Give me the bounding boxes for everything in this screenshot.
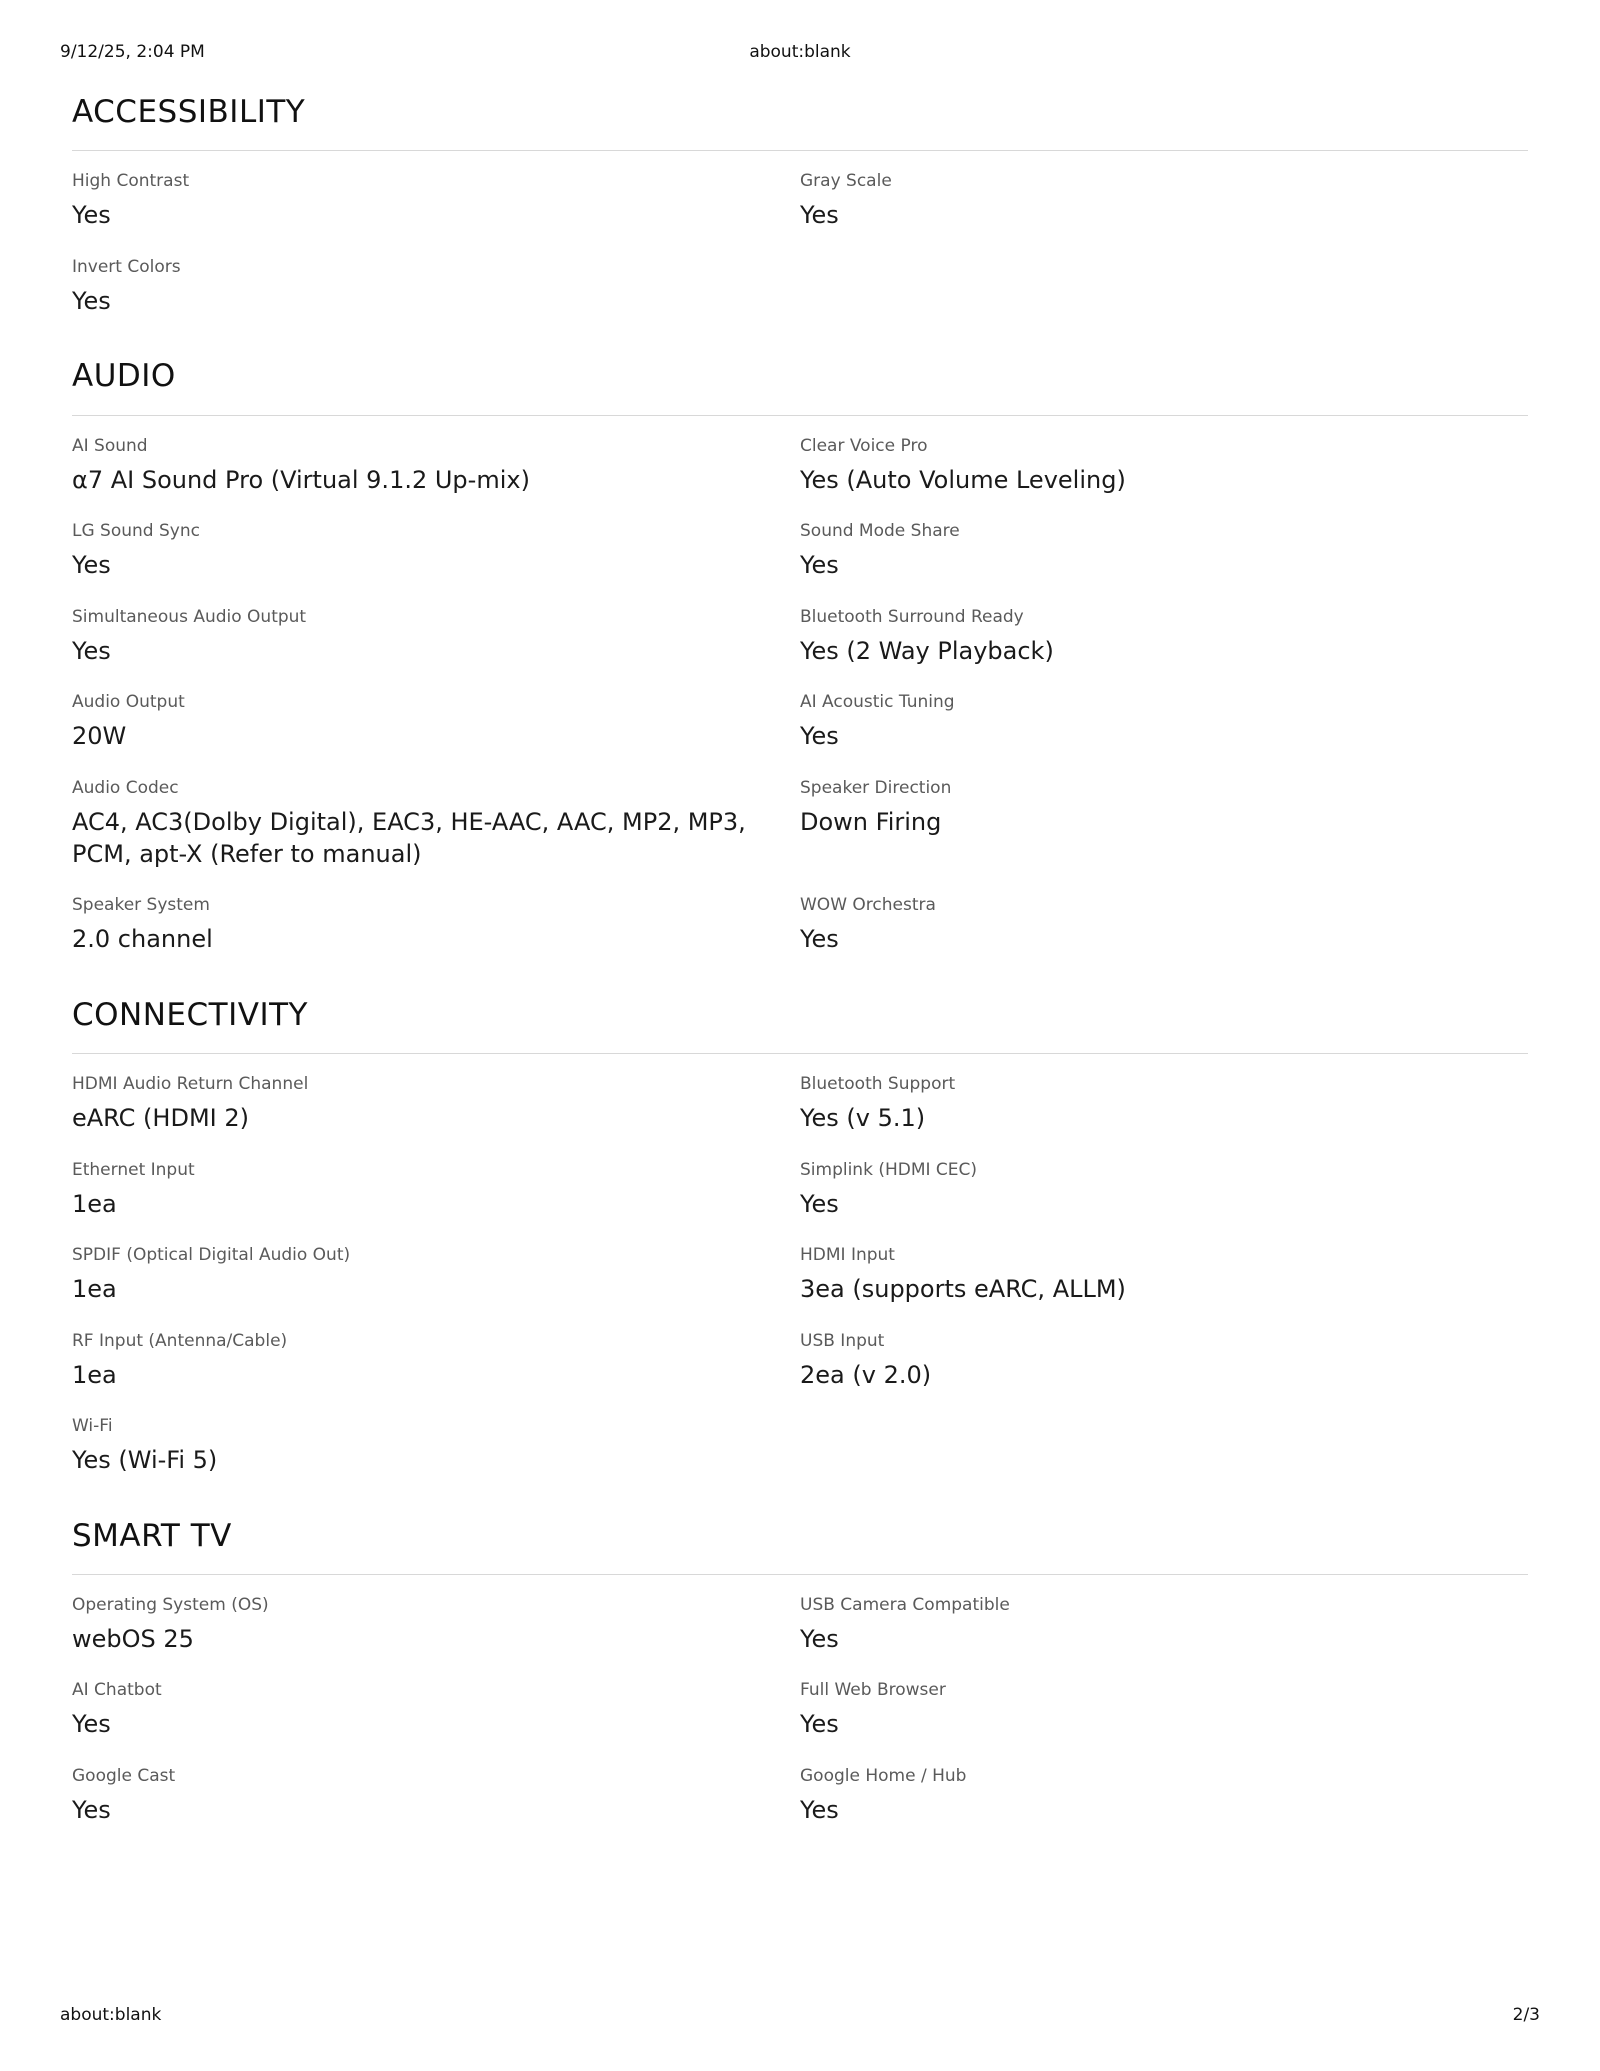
spec-item: [72, 1402, 800, 1487]
spec-label: USB Input: [800, 1330, 885, 1351]
spec-label: Simplink (HDMI CEC): [800, 1159, 978, 1180]
spec-item: [72, 1146, 800, 1231]
spec-item: [72, 1231, 800, 1316]
spec-value: Yes: [800, 1710, 839, 1739]
spec-label: Simultaneous Audio Output: [72, 606, 307, 627]
spec-value: Yes: [800, 1624, 839, 1653]
spec-grid: [72, 422, 1528, 967]
print-header-url: about:blank: [749, 42, 851, 62]
spec-grid: [72, 1581, 1528, 1837]
spec-value: 1ea: [72, 1189, 117, 1218]
spec-label: AI Sound: [72, 435, 148, 456]
section-title: ACCESSIBILITY: [72, 94, 306, 130]
print-header: [0, 0, 1600, 62]
spec-item: [72, 1666, 800, 1751]
spec-value: Yes: [72, 551, 111, 580]
spec-label: Ethernet Input: [72, 1159, 195, 1180]
section-title: CONNECTIVITY: [72, 996, 308, 1033]
spec-value: Yes: [72, 636, 111, 665]
spec-label: Audio Output: [72, 692, 185, 713]
spec-section: [72, 356, 1528, 967]
spec-value: Yes: [800, 722, 839, 751]
spec-label: Audio Codec: [72, 777, 179, 798]
spec-label: LG Sound Sync: [72, 521, 200, 542]
spec-value: AC4, AC3(Dolby Digital), EAC3, HE-AAC, AAC, MP2, MP3, PCM, apt-X (Refer to manual): [72, 807, 746, 868]
spec-grid: [72, 1060, 1528, 1487]
spec-label: AI Chatbot: [72, 1680, 162, 1701]
spec-label: Bluetooth Support: [800, 1074, 956, 1095]
spec-value: Yes: [72, 1710, 111, 1739]
spec-label: Speaker System: [72, 895, 210, 916]
spec-value: Yes (Auto Volume Leveling): [800, 465, 1126, 494]
spec-label: RF Input (Antenna/Cable): [72, 1330, 288, 1351]
spec-label: AI Acoustic Tuning: [800, 692, 955, 713]
spec-item: [72, 593, 800, 678]
spec-section: [72, 995, 1528, 1488]
print-footer: [0, 2005, 1600, 2025]
spec-item: [800, 1317, 1528, 1402]
print-date: 9/12/25, 2:04 PM: [60, 42, 205, 62]
spec-item: [800, 1581, 1528, 1666]
spec-item: [800, 1231, 1528, 1316]
spec-sections: [72, 92, 1528, 1837]
spec-label: Operating System (OS): [72, 1594, 269, 1615]
spec-value: Yes: [800, 1795, 839, 1824]
spec-item: [800, 1146, 1528, 1231]
spec-section: [72, 92, 1528, 328]
spec-grid: [72, 157, 1528, 328]
section-divider: [72, 415, 1528, 416]
section-title: SMART TV: [72, 1517, 232, 1554]
spec-item: [72, 243, 800, 328]
spec-item: [800, 422, 1528, 507]
spec-value: Yes (Wi-Fi 5): [72, 1446, 218, 1475]
spec-value: Yes: [800, 1189, 839, 1218]
spec-item: [72, 507, 800, 592]
spec-value: Yes (v 5.1): [800, 1104, 926, 1133]
spec-label: High Contrast: [72, 171, 190, 192]
spec-label: SPDIF (Optical Digital Audio Out): [72, 1245, 351, 1266]
spec-value: Yes (2 Way Playback): [800, 636, 1054, 665]
spec-item: [72, 678, 800, 763]
spec-item: [800, 1060, 1528, 1145]
spec-item: [72, 422, 800, 507]
spec-value: 2.0 channel: [72, 925, 213, 954]
spec-label: Google Cast: [72, 1765, 176, 1786]
spec-value: 3ea (supports eARC, ALLM): [800, 1275, 1126, 1304]
spec-label: Full Web Browser: [800, 1680, 946, 1701]
spec-label: Bluetooth Surround Ready: [800, 606, 1024, 627]
spec-value: Yes: [72, 286, 111, 315]
spec-value: Yes: [800, 551, 839, 580]
spec-item: [800, 157, 1528, 242]
section-title: AUDIO: [72, 358, 176, 395]
spec-value: eARC (HDMI 2): [72, 1104, 249, 1133]
spec-item: [800, 507, 1528, 592]
section-divider: [72, 1574, 1528, 1575]
spec-label: Wi-Fi: [72, 1416, 113, 1437]
spec-value: Yes: [72, 201, 111, 230]
spec-value: Yes: [800, 201, 839, 230]
spec-value: 1ea: [72, 1275, 117, 1304]
spec-value: Yes: [72, 1795, 111, 1824]
spec-label: Gray Scale: [800, 171, 892, 192]
section-divider: [72, 1053, 1528, 1054]
spec-value: Down Firing: [800, 807, 942, 836]
spec-item: [800, 678, 1528, 763]
spec-value: webOS 25: [72, 1624, 194, 1653]
spec-item: [72, 764, 800, 882]
spec-item: [72, 157, 800, 242]
spec-label: Invert Colors: [72, 256, 181, 277]
spec-item: [72, 1317, 800, 1402]
section-divider: [72, 150, 1528, 151]
spec-label: Clear Voice Pro: [800, 435, 928, 456]
spec-value: Yes: [800, 925, 839, 954]
spec-label: Google Home / Hub: [800, 1765, 967, 1786]
spec-label: USB Camera Compatible: [800, 1594, 1010, 1615]
spec-sheet-content: [0, 92, 1600, 1837]
spec-item: [800, 881, 1528, 966]
spec-item: [800, 1666, 1528, 1751]
spec-label: WOW Orchestra: [800, 895, 936, 916]
spec-value: α7 AI Sound Pro (Virtual 9.1.2 Up-mix): [72, 465, 530, 494]
print-page-number: 2/3: [1512, 2005, 1540, 2025]
spec-item: [72, 1752, 800, 1837]
spec-label: HDMI Input: [800, 1245, 895, 1266]
spec-value: 2ea (v 2.0): [800, 1360, 932, 1389]
spec-label: HDMI Audio Return Channel: [72, 1074, 309, 1095]
spec-value: 20W: [72, 722, 127, 751]
spec-item: [800, 1752, 1528, 1837]
spec-item: [800, 764, 1528, 882]
print-footer-url: about:blank: [60, 2005, 162, 2025]
spec-item: [72, 1581, 800, 1666]
spec-label: Speaker Direction: [800, 777, 952, 798]
spec-item: [72, 1060, 800, 1145]
spec-item: [72, 881, 800, 966]
spec-label: Sound Mode Share: [800, 521, 960, 542]
spec-item: [800, 593, 1528, 678]
spec-value: 1ea: [72, 1360, 117, 1389]
spec-section: [72, 1516, 1528, 1838]
